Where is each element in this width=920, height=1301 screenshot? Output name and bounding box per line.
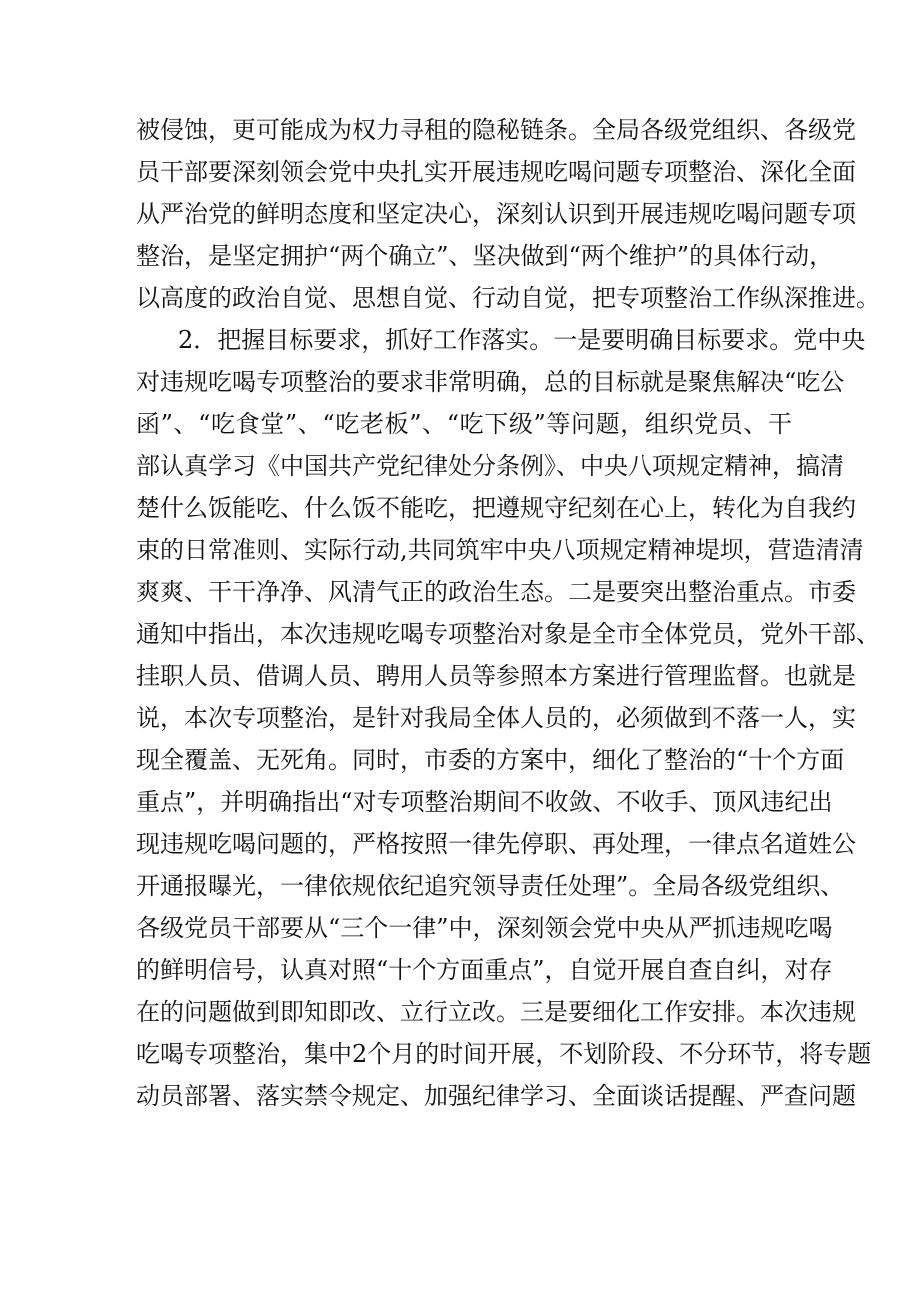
text-line-17: 重点”，并明确指出“对专项整治期间不收敛、不收手、顶风违纪出 <box>136 788 833 816</box>
text-line-4: 整治，是坚定拥护“两个确立”、坚决做到“两个维护”的具体行动， <box>136 242 834 270</box>
text-line-24: 动员部署、落实禁令规定、加强纪律学习、全面谈话提醒、严查问题 <box>136 1082 856 1110</box>
text-line-18: 现违规吃喝问题的，严格按照一律先停职、再处理，一律点名道姓公 <box>136 830 856 858</box>
text-line-13: 通知中指出，本次违规吃喝专项整治对象是全市全体党员，党外干部、 <box>136 620 880 648</box>
text-line-16: 现全覆盖、无死角。同时，市委的方案中，细化了整治的“十个方面 <box>136 746 845 774</box>
text-line-12: 爽爽、干干净净、风清气正的政治生态。二是要突出整治重点。市委 <box>136 578 856 606</box>
text-line-2: 员干部要深刻领会党中央扎实开展违规吃喝问题专项整治、深化全面 <box>136 158 856 186</box>
paragraph-2-first-line: 2．把握目标要求，抓好工作落实。一是要明确目标要求。党中央 <box>178 326 866 354</box>
text-line-3: 从严治党的鲜明态度和坚定决心，深刻认识到开展违规吃喝问题专项 <box>136 200 856 228</box>
text-line-8: 函”、“吃食堂”、“吃老板”、“吃下级”等问题，组织党员、干 <box>136 410 792 438</box>
text-line-15: 说，本次专项整治，是针对我局全体人员的，必须做到不落一人，实 <box>136 704 856 732</box>
text-line-19: 开通报曝光，一律依规依纪追究领导责任处理”。全局各级党组织、 <box>136 872 845 900</box>
text-line-14: 挂职人员、借调人员、聘用人员等参照本方案进行管理监督。也就是 <box>136 662 856 690</box>
text-line-11: 束的日常准则、实际行动,共同筑牢中央八项规定精神堤坝，营造清清 <box>136 536 864 564</box>
text-line-22: 在的问题做到即知即改、立行立改。三是要细化工作安排。本次违规 <box>136 998 856 1026</box>
text-line-20: 各级党员干部要从“三个一律”中，深刻领会党中央从严抓违规吃喝 <box>136 914 833 942</box>
text-line-10: 楚什么饭能吃、什么饭不能吃，把遵规守纪刻在心上，转化为自我约 <box>136 494 856 522</box>
text-line-23: 吃喝专项整治，集中2个月的时间开展，不划阶段、不分环节，将专题 <box>136 1040 872 1068</box>
text-line-21: 的鲜明信号，认真对照“十个方面重点”，自觉开展自查自纠，对存 <box>136 956 833 984</box>
text-line-1: 被侵蚀，更可能成为权力寻租的隐秘链条。全局各级党组织、各级党 <box>136 116 856 144</box>
text-line-5: 以高度的政治自觉、思想自觉、行动自觉，把专项整治工作纵深推进。 <box>136 284 880 312</box>
text-line-9: 部认真学习《中国共产党纪律处分条例》、中央八项规定精神，搞清 <box>136 452 844 480</box>
text-line-7: 对违规吃喝专项整治的要求非常明确，总的目标就是聚焦解决“吃公 <box>136 368 845 396</box>
